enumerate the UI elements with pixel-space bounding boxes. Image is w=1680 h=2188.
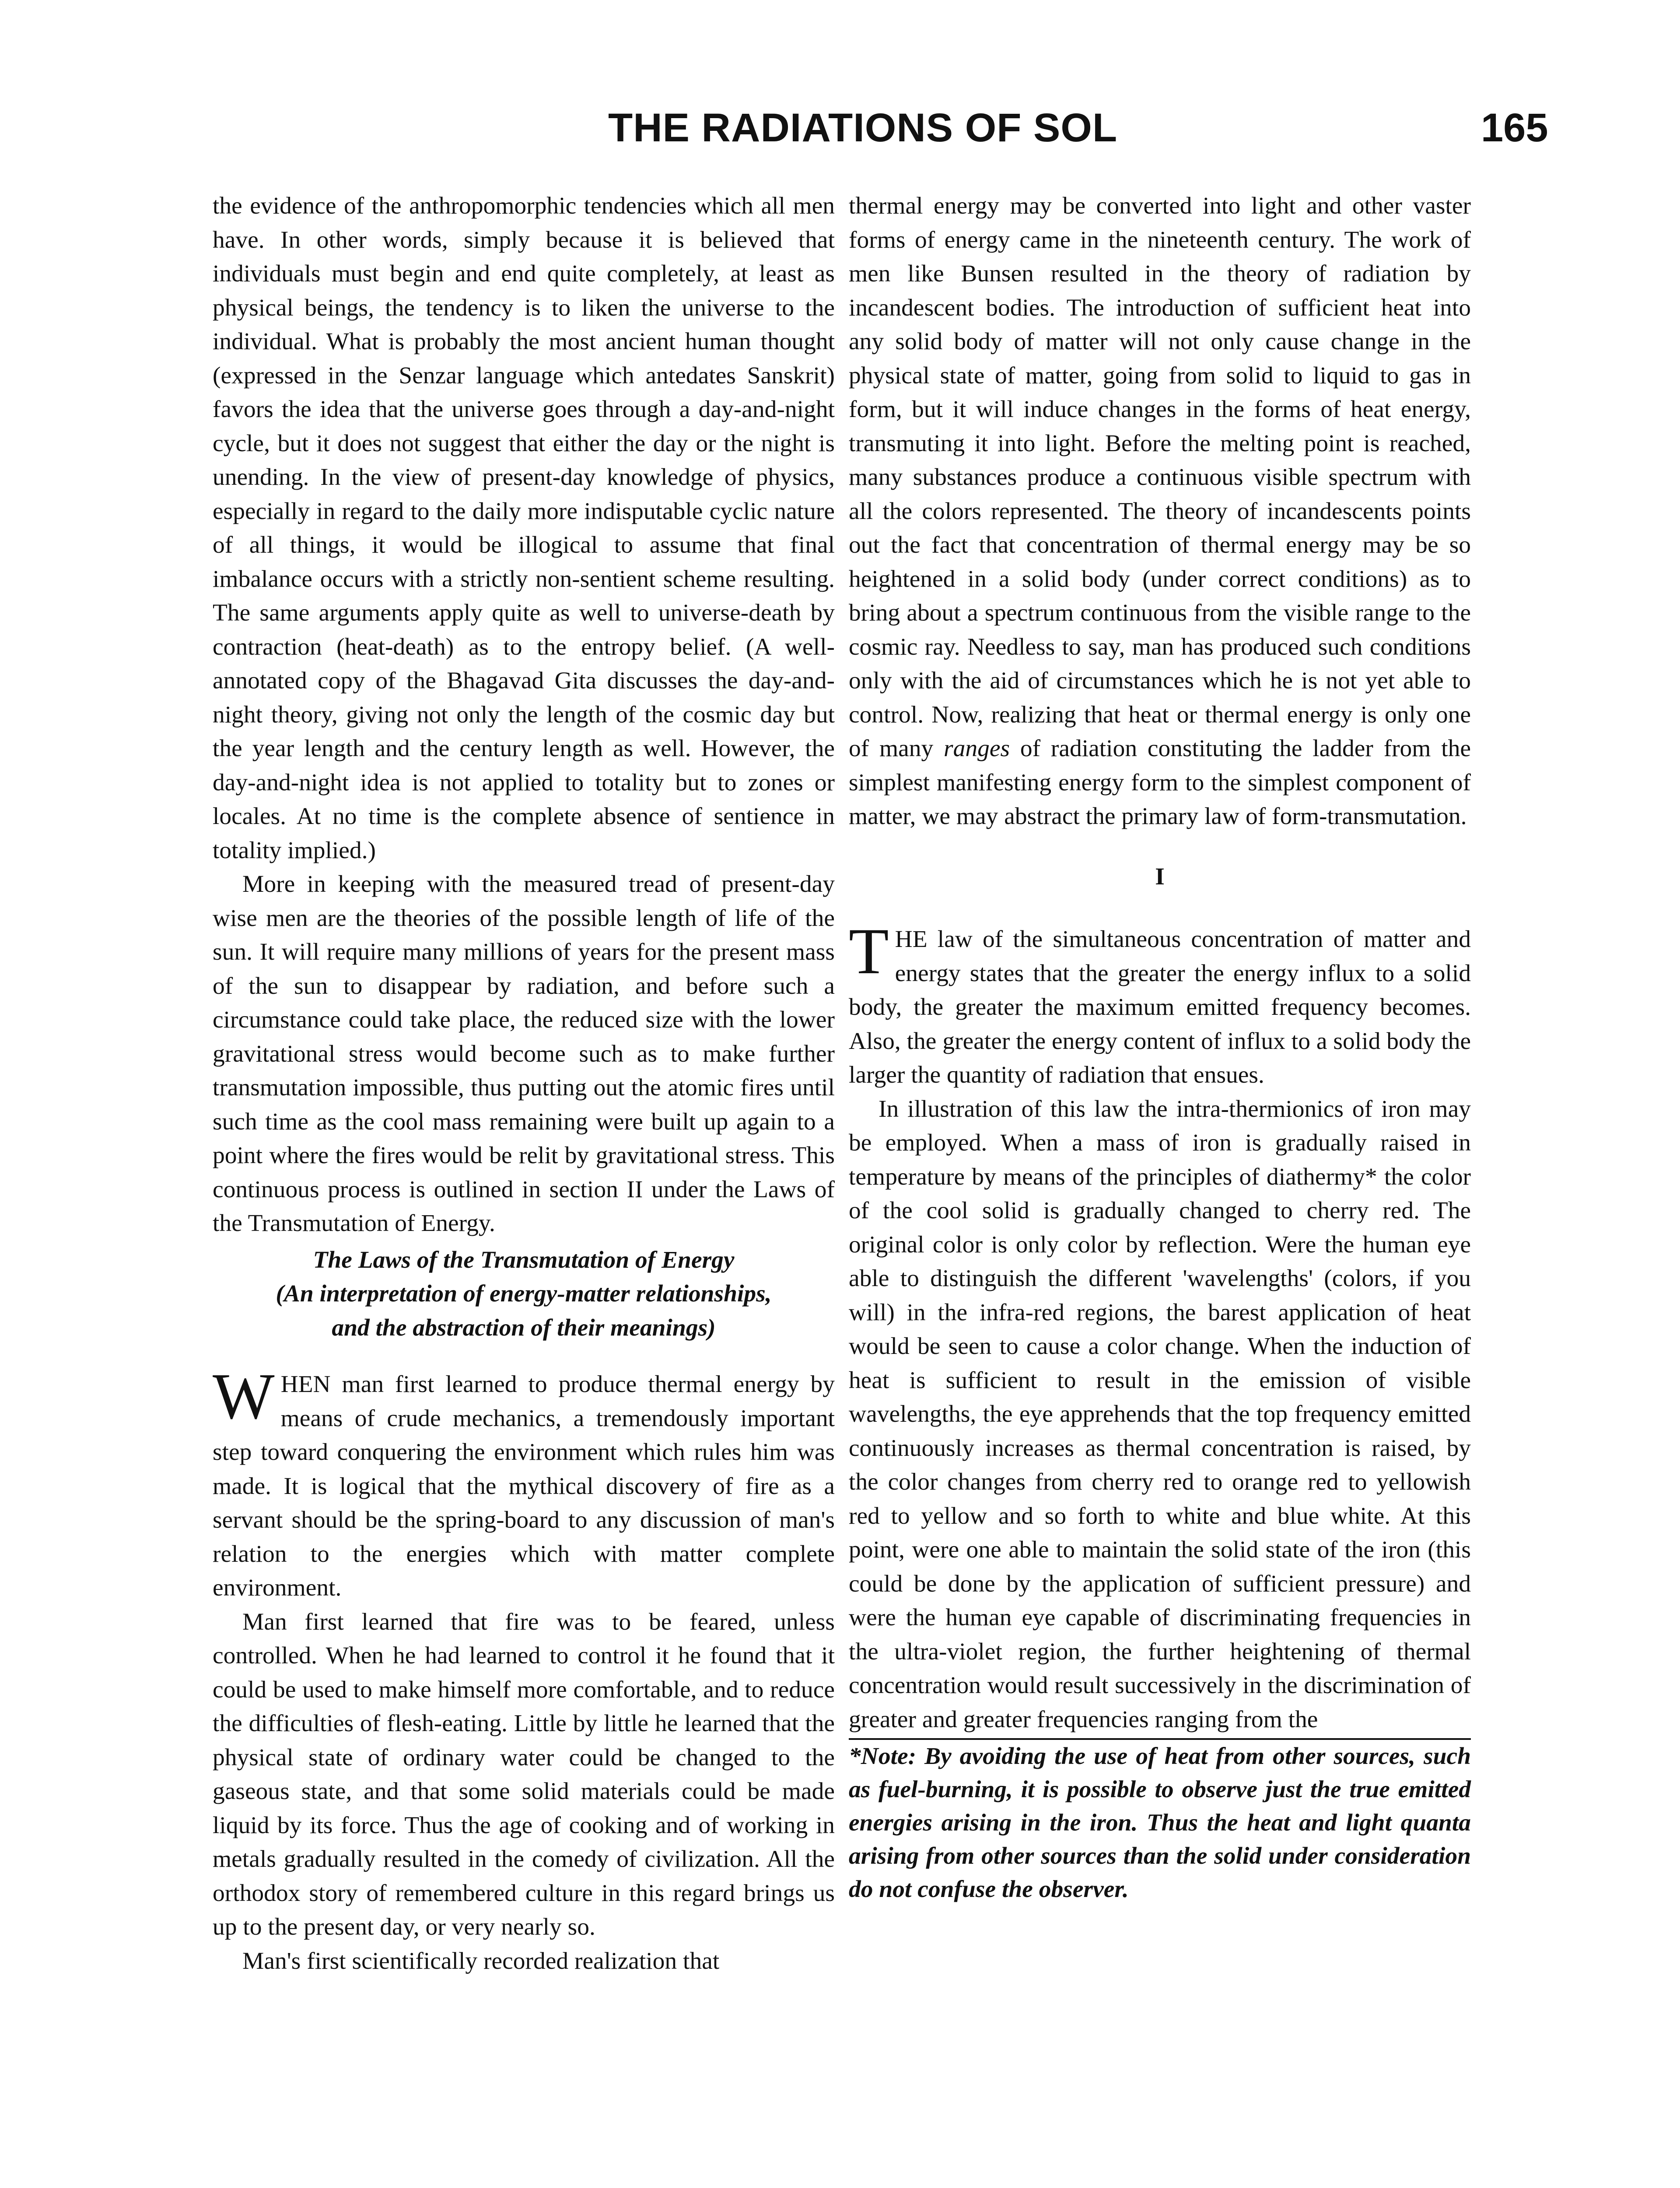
- paragraph-with-dropcap: [213, 1360, 835, 1605]
- section-heading-subtitle: (An interpretation of energy-matter relationships,: [276, 1280, 772, 1307]
- section-heading: [213, 1243, 835, 1345]
- section-numeral: I: [1155, 863, 1165, 890]
- section-heading-title: The Laws of the Transmutation of Energy: [313, 1246, 735, 1273]
- page-number: 165: [1481, 105, 1548, 150]
- paragraph-text: HE law of the simultaneous concentration of matter and energy states that the greater the energy influx to a solid body, the greater the maximum emitted frequency becomes. Also, the greater the energy content of influx to a solid body the larger the quantity of radiation that ensues.: [849, 926, 1471, 1088]
- paragraph: the evidence of the anthropomorphic tendencies which all men have. In other words, simply because it is believed that individuals must begin and end quite completely, at least as physical beings, the tendency is to liken the universe to the individual. What is probably the most ancient human thought (expressed in the Senzar language which antedates Sanskrit) favors the idea that the universe goes through a day-and-night cycle, but it does not suggest that either the day or the night is unending. In the view of present-day knowledge of physics, especially in regard to the daily more indisputable cyclic nature of all things, it would be illogical to assume that final imbalance occurs with a strictly non-sentient scheme resulting. The same arguments apply quite as well to universe-death by contraction (heat-death) as to the entropy belief. (A well-annotated copy of the Bhagavad Gita discusses the day-and-night theory, giving not only the length of the cosmic day but the year length and the century length as well. However, the day-and-night idea is not applied to totality but to zones or locales. At no time is the complete absence of sentience in totality implied.): [213, 193, 835, 864]
- paragraph-with-dropcap: [849, 915, 1471, 1092]
- paragraph: [849, 189, 1471, 834]
- emphasis: ranges: [944, 735, 1010, 762]
- section-heading-subtitle: and the abstraction of their meanings): [332, 1314, 716, 1341]
- running-head: THE RADIATIONS OF SOL: [608, 105, 1118, 150]
- left-column: [213, 189, 835, 1978]
- paragraph-text: HEN man first learned to produce thermal energy by means of crude mechanics, a tremendously important step toward conquering the environment which rules him was made. It is logical that the mythical discovery of fire as a servant should be the spring-board to any discussion of man's relation to the energies which with matter complete environment.: [213, 1371, 835, 1601]
- paragraph: Man first learned that fire was to be feared, unless controlled. When he had learned to control it he found that it could be used to make himself more comfortable, and to reduce the difficulties of flesh-eating. Little by little he learned that the physical state of ordinary water could be changed to the gaseous state, and that some solid materials could be made liquid by its force. Thus the age of cooking and of working in metals gradually resulted in the comedy of civilization. All the orthodox story of remembered culture in this regard brings us up to the present day, or very nearly so.: [213, 1608, 835, 1940]
- right-column: [849, 189, 1471, 1906]
- paragraph: More in keeping with the measured tread of present-day wise men are the theories of the possible length of life of the sun. It will require many millions of years for the present mass of the sun to disappear by radiation, and before such a circumstance could take place, the reduced size with the lower gravitational stress would become such as to make further transmutation impossible, thus putting out the atomic fires until such time as the cool mass remaining were built up again to a point where the fires would be relit by gravitational stress. This continuous process is outlined in section II under the Laws of the Transmutation of Energy.: [213, 871, 835, 1237]
- paragraph-text: of radiation constituting the ladder from the simplest manifesting energy form to the simplest component of matter, we may abstract the primary law of form-transmutation.: [849, 735, 1471, 830]
- paragraph: Man's first scientifically recorded realization that: [242, 1947, 720, 1974]
- paragraph: In illustration of this law the intra-thermionics of iron may be employed. When a mass of iron is gradually raised in temperature by means of the principles of diathermy* the color of the cool solid is gradually changed to cherry red. The original color is only color by reflection. Were the human eye able to distinguish the different 'wavelengths' (colors, if you will) in the infra-red regions, the barest application of heat would be seen to cause a color change. When the induction of heat is sufficient to result in the emission of visible wavelengths, the eye apprehends that the top frequency emitted continuously increases as thermal concentration is raised, by the color changes from cherry red to orange red to yellowish red to yellow and so forth to white and blue white. At this point, were one able to maintain the solid state of the iron (this could be done by the application of sufficient pressure) and were the human eye capable of discriminating frequencies in the ultra-violet region, the further heightening of thermal concentration would result successively in the discrimination of greater and greater frequencies ranging from the: [849, 1095, 1471, 1733]
- drop-cap: T: [849, 915, 889, 988]
- drop-cap: W: [213, 1360, 275, 1433]
- page-header: [0, 105, 1680, 166]
- paragraph-text: thermal energy may be converted into light and other vaster forms of energy came in the nineteenth century. The work of men like Bunsen resulted in the theory of radiation by incandescent bodies. The introduction of sufficient heat into any solid body of matter will not only cause change in the physical state of matter, going from solid to liquid to gas in form, but it will induce changes in the forms of heat energy, transmuting it into light. Before the melting point is reached, many substances produce a continuous visible spectrum with all the colors represented. The theory of incandescents points out the fact that concentration of thermal energy may be so heightened in a solid body (under correct conditions) as to bring about a spectrum continuous from the visible range to the cosmic ray. Needless to say, man has produced such conditions only with the aid of circumstances which he is not yet able to control. Now, realizing that heat or thermal energy is only one of many: [849, 193, 1471, 762]
- footnote: *Note: By avoiding the use of heat from other sources, such as fuel-burning, it is possible to observe just the true emitted energies arising in the iron. Thus the heat and light quanta arising from other sources than the solid under consideration do not confuse the observer.: [849, 1743, 1471, 1903]
